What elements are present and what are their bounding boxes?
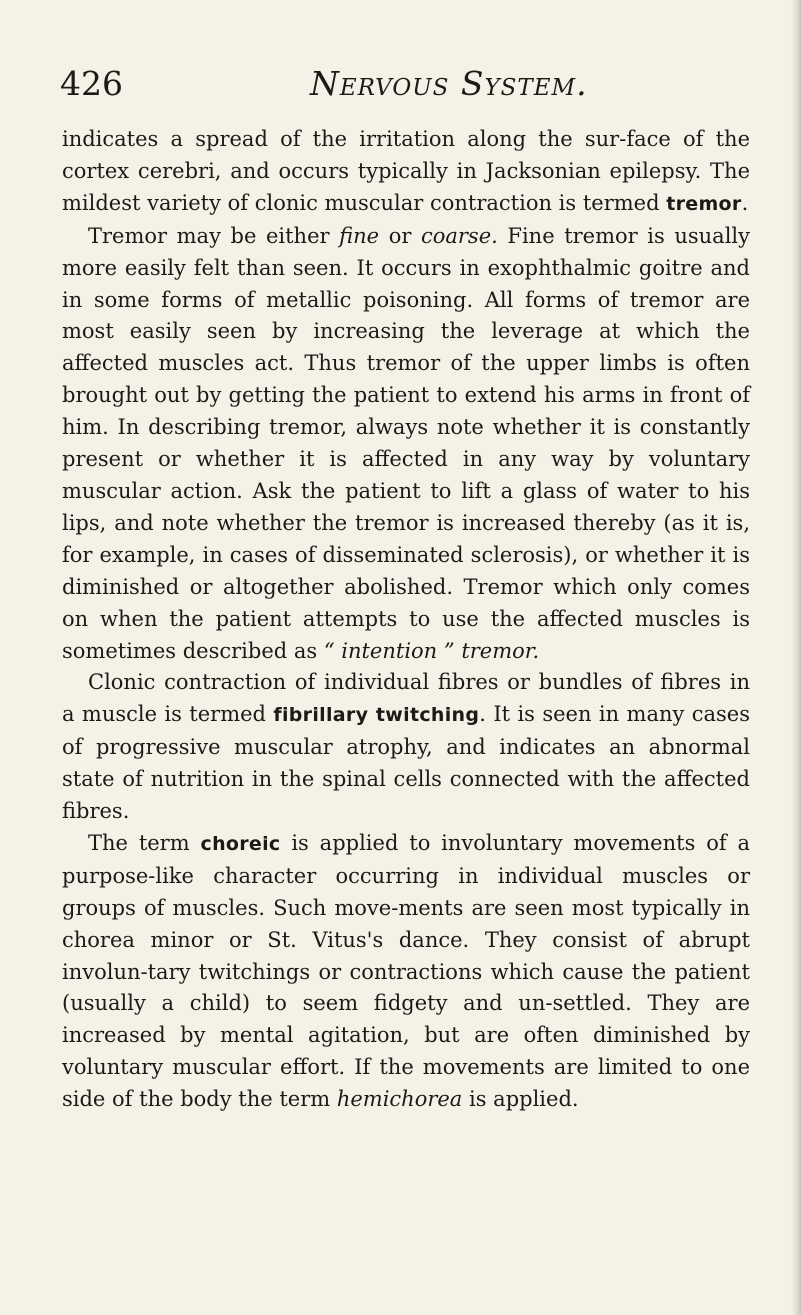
running-title: Nervous System. [310, 64, 588, 103]
term-fine: fine [339, 223, 380, 248]
text-run: Tremor may be either [88, 223, 340, 248]
paragraph-1 [62, 124, 750, 221]
paragraph-4 [62, 828, 750, 1116]
page-edge-shadow [791, 0, 801, 1315]
term-coarse: coarse. [420, 223, 498, 248]
text-run: The term [88, 830, 201, 855]
page-number: 426 [60, 64, 123, 103]
term-tremor: tremor [666, 192, 742, 215]
text-run: or [379, 223, 421, 248]
text-run: . It is seen in many cases of progressive muscular atrophy, and indicates an abnormal state of nutrition in the spinal cells connected with the affected fibres. [62, 702, 751, 824]
text-run: indicates a spread of the irritation along the sur-face of the cortex cerebri, and occurs typically in Jacksonian epilepsy. The mildest variety of clonic muscular contraction is termed [62, 127, 750, 215]
text-run: . [741, 190, 749, 215]
paragraph-2 [62, 221, 750, 668]
text-run: is applied to involuntary movements of a purpose-like character occurring in individual muscles or groups of muscles. Such move-ments are seen most typically in chorea minor or St. Vitus's dance. They consist of abrupt involun-tary twitchings or contractions which cause the patient (usually a child) to seem fidgety and un-settled. They are increased by mental agitation, but are often diminished by voluntary muscular effort. If the movements are limited to one side of the body the term [62, 830, 750, 1112]
term-intention: “ intention ” [323, 638, 455, 663]
running-head [60, 64, 770, 114]
term-tremor-italic: tremor. [461, 638, 540, 663]
paragraph-3 [62, 667, 750, 828]
term-hemichorea: hemichorea [336, 1087, 463, 1112]
text-run: is applied. [462, 1087, 579, 1112]
term-fibrillary-twitching: fibrillary twitching [273, 704, 480, 727]
text-run: Fine tremor is usually more easily felt than seen. It occurs in exophthalmic goitre and in some forms of metallic poisoning. All forms of tremor are most easily seen by increasing the leverage at which the affected muscles act. Thus tremor of the upper limbs is often brought out by getting the patient to extend his arms in front of him. In describing tremor, always note whether it is constantly present or whether it is affected in any way by voluntary muscular action. Ask the patient to lift a glass of water to his lips, and note whether the tremor is increased thereby (as it is, for example, in cases of disseminated sclerosis), or whether it is diminished or altogether abolished. Tremor which only comes on when the patient attempts to use the affected muscles is sometimes described as [62, 223, 750, 663]
text-run: Clonic contraction of individual fibres or bundles of fibres in a muscle is termed [62, 670, 750, 727]
term-choreic: choreic [200, 832, 281, 855]
body-text [62, 124, 750, 1116]
